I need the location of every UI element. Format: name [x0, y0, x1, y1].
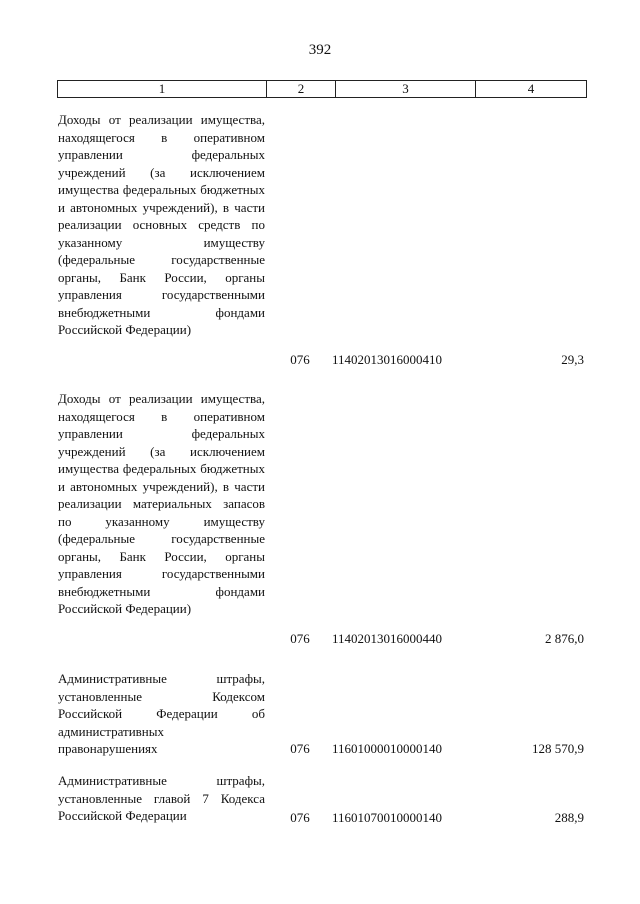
row-revenue-code: 11402013016000440 [332, 630, 443, 646]
row-admin-code: 076 [290, 740, 310, 756]
column-header-1: 1 [58, 81, 267, 98]
row-revenue-code: 11601070010000140 [332, 809, 443, 825]
row-description: Административные штрафы, установленные главой 7 Кодекса Российской Федерации [58, 773, 265, 823]
column-header-row [58, 81, 587, 98]
row-admin-code: 076 [290, 351, 310, 367]
row-description: Доходы от реализации имущества, находящегося в оперативном управлении федеральных учреждений (за исключением имущества федеральных бюджетных и автономных учреждений), в части реализации материальных запасов по указанному имуществу (федеральные государственные органы, Банк России, органы управления государственными внебюджетными фондами Российской Федерации) [58, 391, 265, 616]
column-header-table [57, 80, 587, 98]
column-header-4: 4 [476, 81, 587, 98]
row-amount: 288,9 [554, 809, 584, 825]
column-header-2: 2 [267, 81, 336, 98]
column-header-3: 3 [336, 81, 476, 98]
row-admin-code: 076 [290, 630, 310, 646]
page-number: 392 [308, 42, 332, 58]
row-revenue-code: 11402013016000410 [332, 351, 443, 367]
row-description: Доходы от реализации имущества, находящегося в оперативном управлении федеральных учреждений (за исключением имущества федеральных бюджетных и автономных учреждений), в части реализации основных средств по указанному имуществу (федеральные государственные органы, Банк России, органы управления государственными внебюджетными фондами Российской Федерации) [58, 112, 265, 337]
table-row [0, 772, 640, 826]
row-revenue-code: 11601000010000140 [332, 740, 443, 756]
row-admin-code: 076 [290, 809, 310, 825]
row-amount: 128 570,9 [532, 740, 584, 756]
table-row [0, 670, 640, 757]
row-amount: 2 876,0 [545, 630, 584, 646]
table-row [0, 111, 640, 368]
row-description: Административные штрафы, установленные Кодексом Российской Федерации об административных правонарушениях [58, 671, 265, 756]
table-row [0, 390, 640, 647]
row-amount: 29,3 [561, 351, 584, 367]
